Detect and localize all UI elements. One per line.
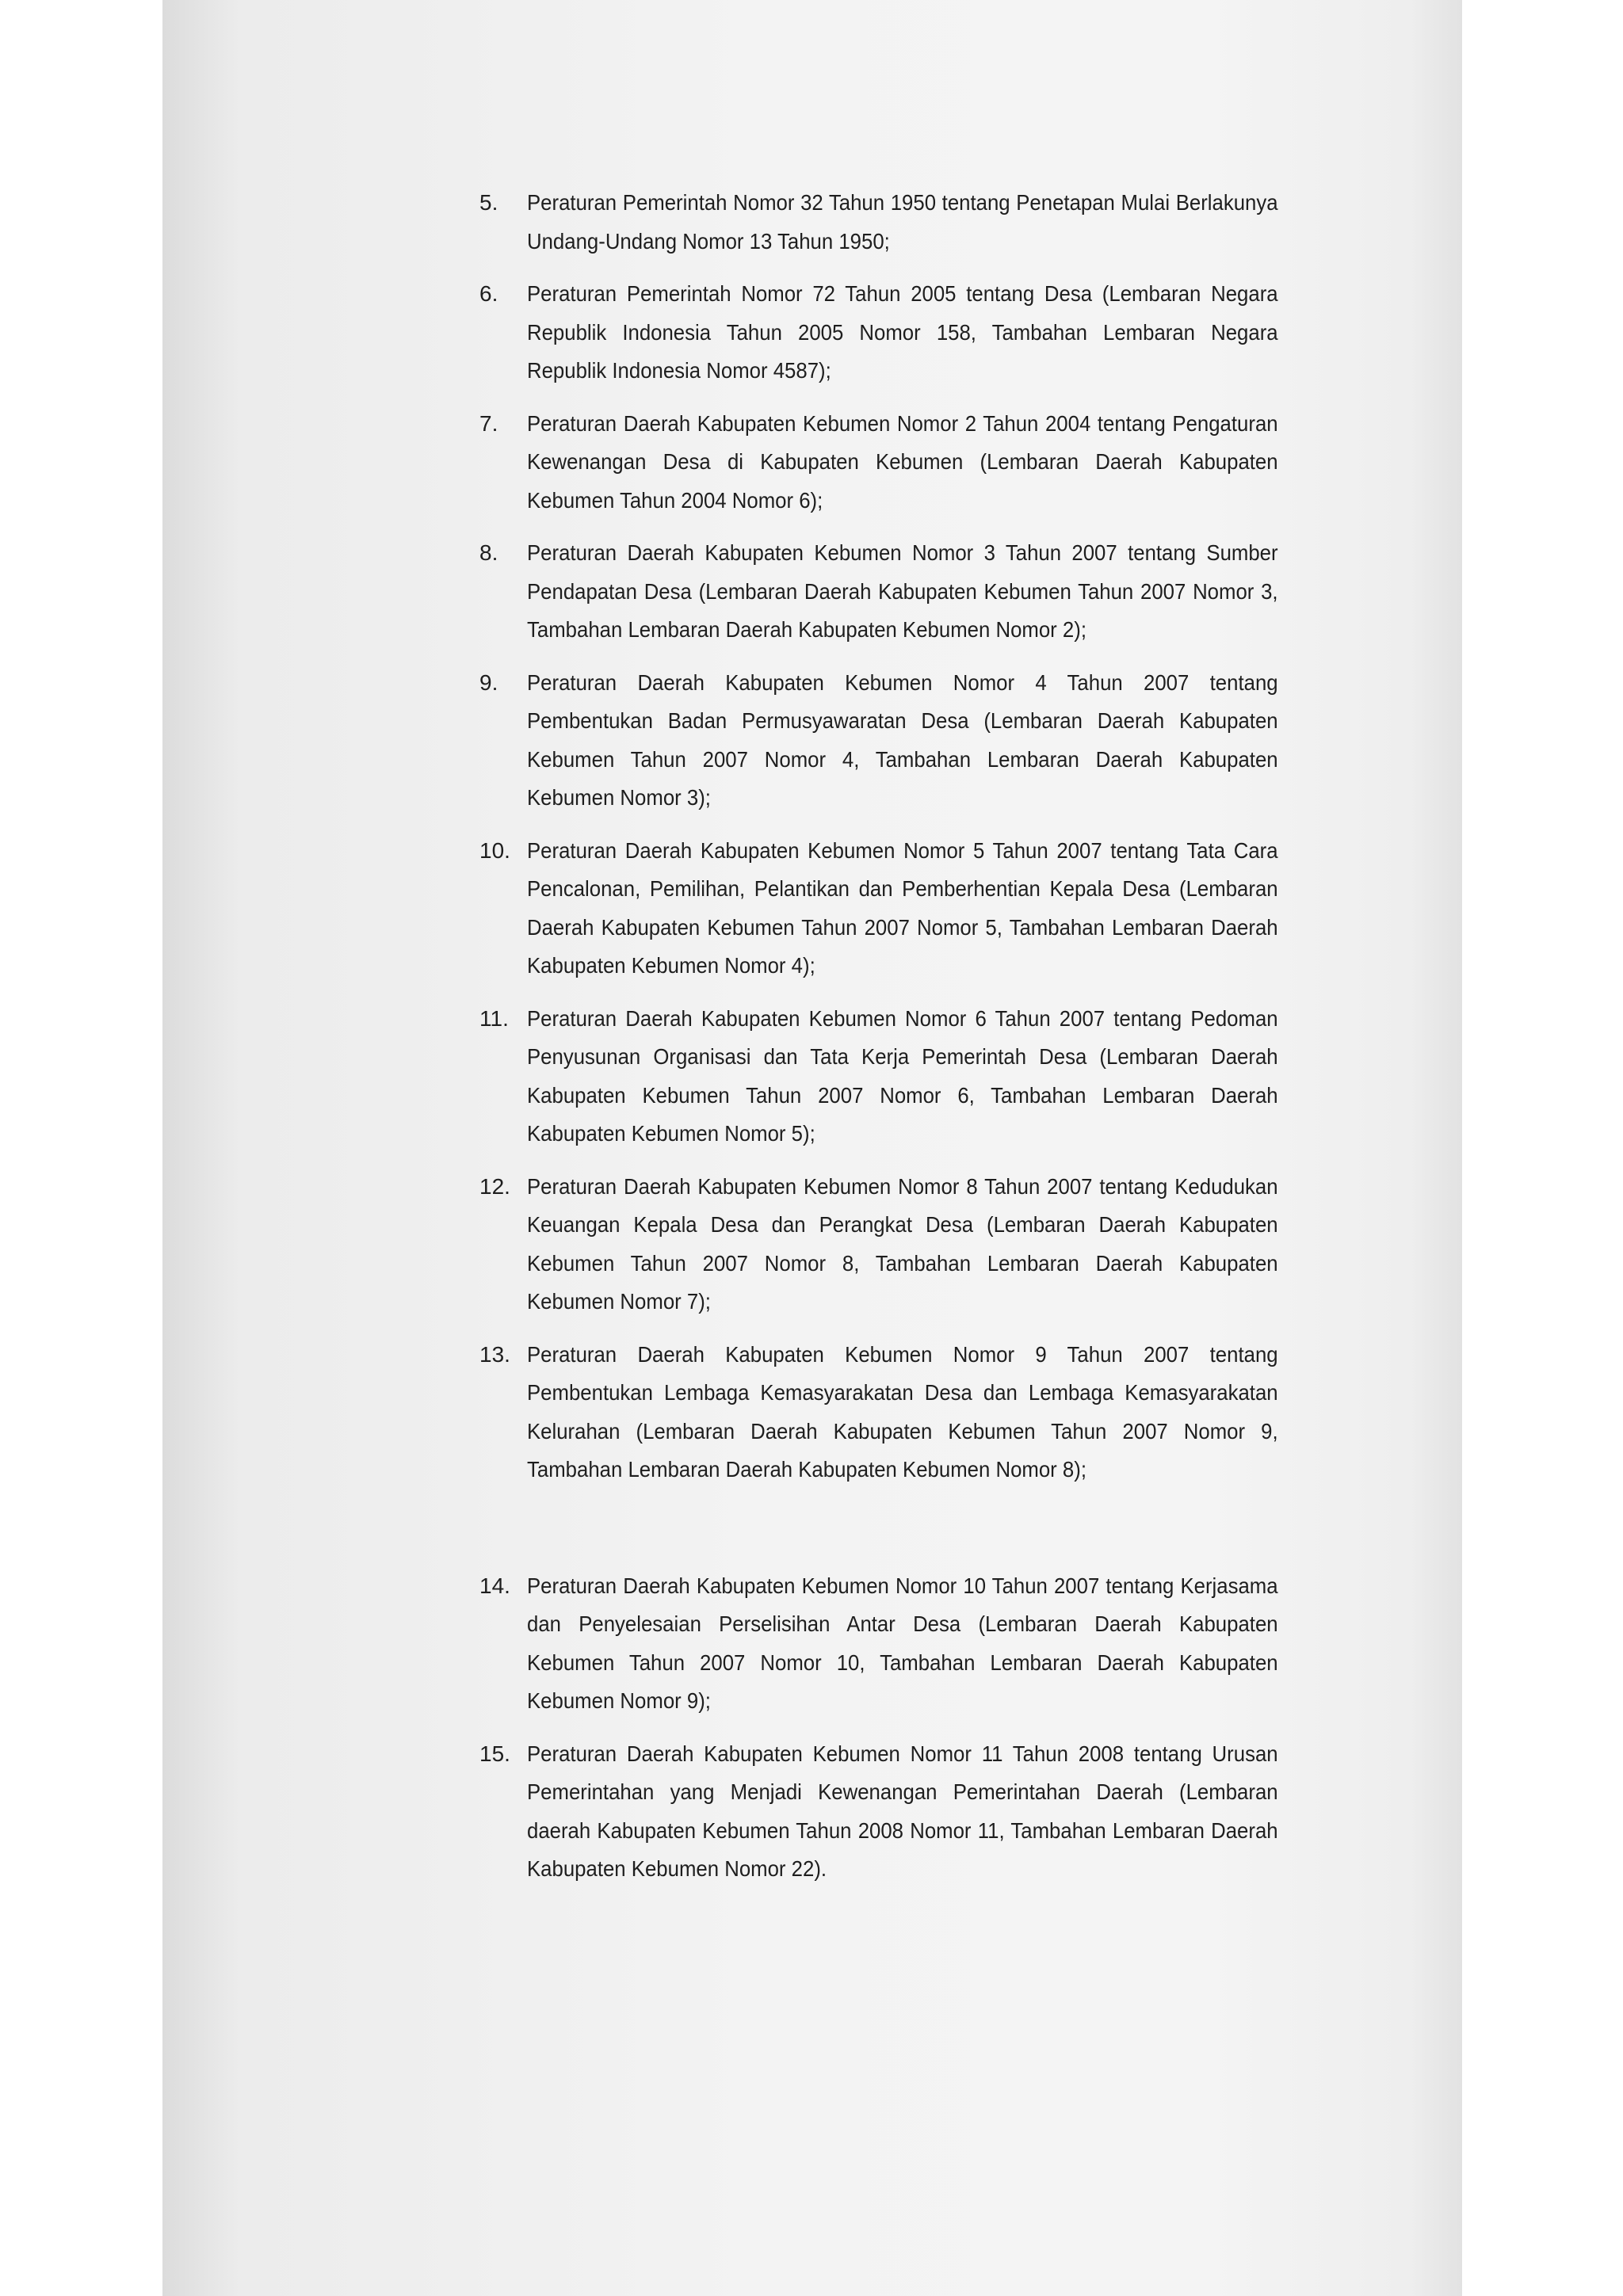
item-text: Peraturan Daerah Kabupaten Kebumen Nomor 11 Tahun 2008 tentang Urusan Pemerintahan yang Menjadi Kewenangan Pemerintahan Daerah (Lembaran daerah Kabupaten Kebumen Tahun 2008 Nomor 11, Tambahan Lembaran Daerah Kabupaten Kebumen Nomor 22). [527, 1741, 1278, 1881]
item-text: Peraturan Pemerintah Nomor 72 Tahun 2005 tentang Desa (Lembaran Negara Republik Indonesia Tahun 2005 Nomor 158, Tambahan Lembaran Negara Republik Indonesia Nomor 4587); [527, 281, 1278, 383]
item-number: 15. [479, 1741, 510, 1766]
list-item-6 [479, 275, 1280, 391]
item-number: 10. [479, 837, 510, 863]
item-text: Peraturan Daerah Kabupaten Kebumen Nomor 5 Tahun 2007 tentang Tata Cara Pencalonan, Pemilihan, Pelantikan dan Pemberhentian Kepala Desa (Lembaran Daerah Kabupaten Kebumen Tahun 2007 Nomor 5, Tambahan Lembaran Daerah Kabupaten Kebumen Nomor 4); [527, 837, 1278, 978]
item-text: Peraturan Daerah Kabupaten Kebumen Nomor 9 Tahun 2007 tentang Pembentukan Lembaga Kemasyarakatan Desa dan Lembaga Kemasyarakatan Kelurahan (Lembaran Daerah Kabupaten Kebumen Tahun 2007 Nomor 9, Tambahan Lembaran Daerah Kabupaten Kebumen Nomor 8); [527, 1341, 1278, 1482]
item-number: 6. [479, 281, 498, 306]
item-number: 11. [479, 1005, 509, 1031]
list-item-14 [479, 1567, 1280, 1721]
list-item-12 [479, 1168, 1280, 1322]
regulation-list [479, 184, 1280, 1903]
item-number: 13. [479, 1341, 510, 1367]
list-item-9 [479, 664, 1280, 818]
item-number: 9. [479, 669, 498, 695]
list-item-15 [479, 1735, 1280, 1889]
item-text: Peraturan Daerah Kabupaten Kebumen Nomor 4 Tahun 2007 tentang Pembentukan Badan Permusyawaratan Desa (Lembaran Daerah Kabupaten Kebumen Tahun 2007 Nomor 4, Tambahan Lembaran Daerah Kabupaten Kebumen Nomor 3); [527, 669, 1278, 810]
list-item-11 [479, 1000, 1280, 1154]
item-text: Peraturan Daerah Kabupaten Kebumen Nomor 2 Tahun 2004 tentang Pengaturan Kewenangan Desa di Kabupaten Kebumen (Lembaran Daerah Kabupaten Kebumen Tahun 2004 Nomor 6); [527, 410, 1278, 513]
item-number: 14. [479, 1573, 510, 1598]
list-item-8 [479, 534, 1280, 650]
list-item-7 [479, 405, 1280, 521]
item-text: Peraturan Daerah Kabupaten Kebumen Nomor 10 Tahun 2007 tentang Kerjasama dan Penyelesaian Perselisihan Antar Desa (Lembaran Daerah Kabupaten Kebumen Tahun 2007 Nomor 10, Tambahan Lembaran Daerah Kabupaten Kebumen Nomor 9); [527, 1573, 1278, 1713]
item-number: 12. [479, 1173, 510, 1199]
item-number: 8. [479, 540, 498, 565]
list-item-10 [479, 832, 1280, 986]
item-text: Peraturan Daerah Kabupaten Kebumen Nomor 6 Tahun 2007 tentang Pedoman Penyusunan Organisasi dan Tata Kerja Pemerintah Desa (Lembaran Daerah Kabupaten Kebumen Tahun 2007 Nomor 6, Tambahan Lembaran Daerah Kabupaten Kebumen Nomor 5); [527, 1005, 1278, 1146]
item-number: 5. [479, 190, 498, 215]
list-item-5 [479, 184, 1280, 261]
item-number: 7. [479, 410, 498, 436]
item-text: Peraturan Daerah Kabupaten Kebumen Nomor 8 Tahun 2007 tentang Kedudukan Keuangan Kepala Desa dan Perangkat Desa (Lembaran Daerah Kabupaten Kebumen Tahun 2007 Nomor 8, Tambahan Lembaran Daerah Kabupaten Kebumen Nomor 7); [527, 1173, 1278, 1314]
list-item-13 [479, 1336, 1280, 1489]
item-text: Peraturan Pemerintah Nomor 32 Tahun 1950 tentang Penetapan Mulai Berlakunya Undang-Undang Nomor 13 Tahun 1950; [527, 190, 1278, 254]
item-text: Peraturan Daerah Kabupaten Kebumen Nomor 3 Tahun 2007 tentang Sumber Pendapatan Desa (Lembaran Daerah Kabupaten Kebumen Tahun 2007 Nomor 3, Tambahan Lembaran Daerah Kabupaten Kebumen Nomor 2); [527, 540, 1278, 642]
